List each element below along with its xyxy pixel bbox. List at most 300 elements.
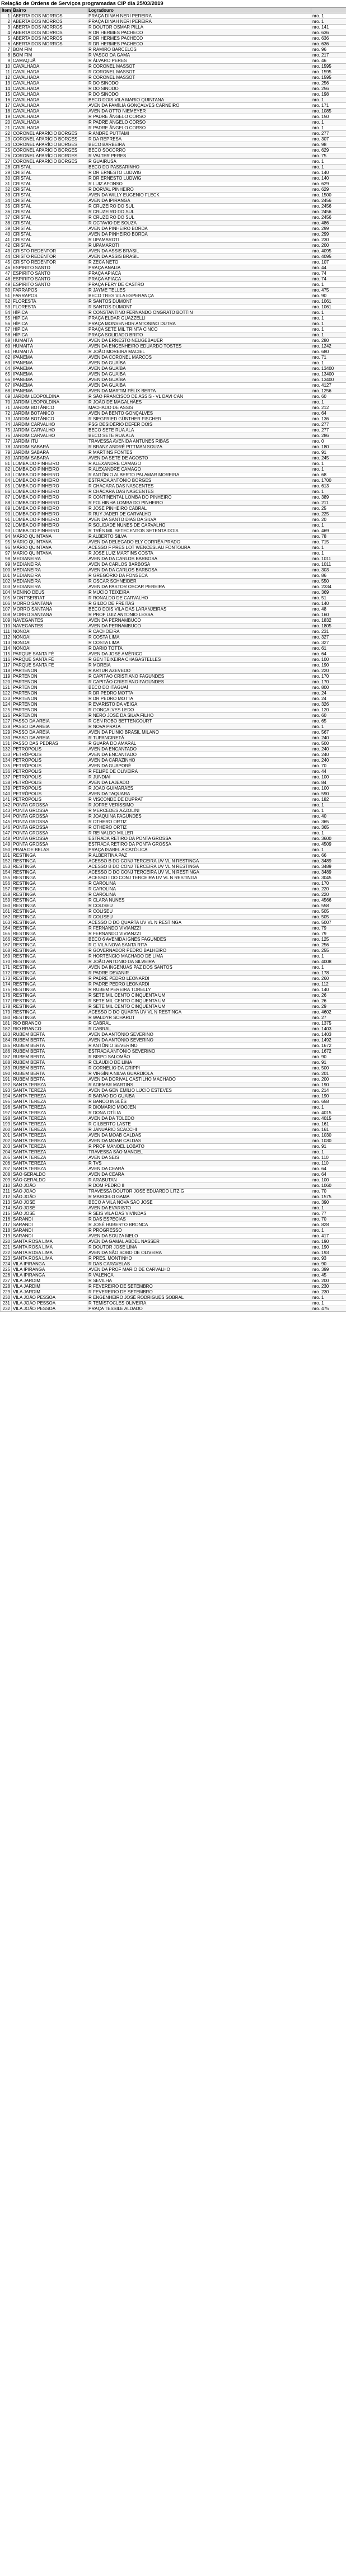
cell-numero: nro. 170 (311, 881, 346, 886)
cell-logradouro: R ÁLVARO PERES (87, 58, 311, 64)
cell-item: 195 (1, 1099, 12, 1105)
table-row (1, 590, 346, 595)
cell-numero: nro. 190 (311, 1239, 346, 1245)
cell-bairro: BOM FIM (12, 47, 87, 53)
cell-numero: nro. 3489 (311, 870, 346, 875)
cell-logradouro: AVENIDA GUAÍBA (87, 366, 311, 372)
cell-numero: nro. 90 (311, 293, 346, 299)
cell-logradouro: R GEN ROBO BETTENCOURT (87, 719, 311, 724)
cell-numero: nro. 1 (311, 282, 346, 288)
cell-item: 126 (1, 713, 12, 719)
cell-item: 151 (1, 853, 12, 858)
table-row (1, 970, 346, 976)
cell-logradouro: AVENIDA ASSIS BRASIL (87, 254, 311, 260)
cell-numero: nro. 1 (311, 316, 346, 321)
cell-logradouro: R PROGRESSO (87, 1228, 311, 1233)
cell-logradouro: R ALEXANDRE CAMAGO (87, 461, 311, 467)
cell-item: 146 (1, 825, 12, 830)
table-row (1, 758, 346, 763)
cell-numero: nro. 136 (311, 416, 346, 422)
cell-item: 175 (1, 987, 12, 993)
table-row (1, 707, 346, 713)
cell-bairro: IPANEMA (12, 366, 87, 372)
table-row (1, 584, 346, 590)
table-row (1, 976, 346, 982)
cell-item: 122 (1, 691, 12, 696)
cell-logradouro: R GILDO DE FREITAS (87, 601, 311, 607)
table-row (1, 517, 346, 523)
cell-logradouro: R JOÃO MOREIRA MACIEL (87, 349, 311, 355)
cell-bairro: RESTINGA (12, 898, 87, 903)
cell-item: 199 (1, 1122, 12, 1127)
cell-numero: nro. 201 (311, 1071, 346, 1077)
cell-item: 60 (1, 344, 12, 349)
cell-bairro: CAVALHADA (12, 81, 87, 86)
cell-logradouro: R OSCAR SCHNEIDER (87, 579, 311, 584)
cell-bairro: JARDIM BOTÂNICO (12, 405, 87, 411)
cell-numero: nro. 230 (311, 237, 346, 243)
cell-numero: nro. 170 (311, 679, 346, 685)
table-row (1, 691, 346, 696)
cell-bairro: CRISTAL (12, 170, 87, 176)
cell-numero: nro. 26 (311, 993, 346, 998)
cell-bairro: RESTINGA (12, 976, 87, 982)
cell-numero: nro. 1 (311, 332, 346, 338)
cell-logradouro: R RUBEM PEREIRA TORELLY (87, 987, 311, 993)
cell-numero: nro. 64 (311, 1172, 346, 1177)
cell-bairro: VILA JARDIM (12, 1278, 87, 1284)
cell-logradouro: R CABRAL (87, 1026, 311, 1032)
cell-item: 83 (1, 472, 12, 478)
cell-bairro: PETRÓPOLIS (12, 780, 87, 786)
cell-bairro: LOMBA DO PINHEIRO (12, 528, 87, 534)
cell-logradouro: AVENIDA ANTÔNIO SEVERINO (87, 1032, 311, 1038)
table-row (1, 836, 346, 842)
cell-item: 50 (1, 288, 12, 293)
cell-bairro: CAMAQUÃ (12, 58, 87, 64)
cell-bairro: MÁRIO QUINTANA (12, 551, 87, 556)
table-row (1, 13, 346, 19)
cell-bairro: PARTENON (12, 691, 87, 696)
cell-bairro: CAVALHADA (12, 64, 87, 69)
cell-numero: nro. 68 (311, 472, 346, 478)
cell-numero: nro. 140 (311, 176, 346, 181)
cell-logradouro: ESTRADA ANTÔNIO BORGES (87, 478, 311, 484)
cell-numero: nro. 1 (311, 125, 346, 131)
cell-logradouro: AVENIDA ENCANTADO (87, 747, 311, 752)
table-row (1, 747, 346, 752)
cell-logradouro: R VIRGÍNIA NILVA GUARDIOLA (87, 1071, 311, 1077)
table-row (1, 892, 346, 898)
cell-item: 154 (1, 870, 12, 875)
cell-bairro: PONTA GROSSA (12, 836, 87, 842)
table-row (1, 864, 346, 870)
cell-bairro: PRAIA DE BELAS (12, 847, 87, 853)
cell-numero: nro. 475 (311, 1306, 346, 1312)
cell-bairro: CRISTAL (12, 220, 87, 226)
cell-logradouro: R ENGENHEIRO JOSÉ RODRIGUES SOBRAL (87, 1295, 311, 1301)
table-row (1, 1077, 346, 1082)
cell-logradouro: ESTRADA RETIRO DA PONTA GROSSA (87, 842, 311, 847)
cell-bairro: MEDIANEIRA (12, 562, 87, 567)
table-row (1, 567, 346, 573)
cell-item: 75 (1, 428, 12, 433)
cell-numero: nro. 78 (311, 534, 346, 539)
cell-logradouro: R CORNÉLIO DA GRIPPI (87, 1066, 311, 1071)
cell-numero: nro. 1 (311, 1149, 346, 1155)
cell-numero: nro. 1 (311, 165, 346, 170)
cell-item: 120 (1, 679, 12, 685)
cell-numero: nro. 26 (311, 998, 346, 1004)
cell-item: 29 (1, 170, 12, 176)
table-row (1, 1004, 346, 1010)
cell-item: 82 (1, 467, 12, 472)
cell-bairro: NONOAI (12, 629, 87, 635)
table-row (1, 1116, 346, 1122)
cell-numero: nro. 1 (311, 467, 346, 472)
cell-numero: nro. 230 (311, 1284, 346, 1289)
cell-bairro: RUBEM BERTA (12, 1049, 87, 1054)
cell-item: 85 (1, 484, 12, 489)
cell-item: 167 (1, 942, 12, 948)
cell-item: 25 (1, 148, 12, 153)
cell-bairro: NONOAI (12, 640, 87, 646)
table-row (1, 64, 346, 69)
cell-bairro: MEDIANEIRA (12, 567, 87, 573)
table-row (1, 1189, 346, 1194)
cell-logradouro: R FOLHINHA LOMBA DO PINHEIRO (87, 500, 311, 506)
cell-bairro: RESTINGA (12, 937, 87, 942)
cell-logradouro: R CONTINENTAL LOMBA DO PINHEIRO (87, 495, 311, 500)
cell-item: 111 (1, 629, 12, 635)
cell-logradouro: R FERNANDO VIVIANZZI (87, 931, 311, 937)
cell-item: 141 (1, 797, 12, 803)
cell-item: 103 (1, 584, 12, 590)
cell-bairro: RUBEM BERTA (12, 1043, 87, 1049)
table-row (1, 909, 346, 914)
cell-item: 49 (1, 282, 12, 288)
cell-bairro: PARTENON (12, 674, 87, 679)
cell-item: 201 (1, 1133, 12, 1138)
cell-item: 129 (1, 730, 12, 735)
cell-item: 35 (1, 204, 12, 209)
cell-numero: nro. 161 (311, 1127, 346, 1133)
cell-logradouro: R SETE MIL CENTO CINQUENTA UM (87, 998, 311, 1004)
cell-numero: nro. 96 (311, 47, 346, 53)
cell-item: 69 (1, 394, 12, 400)
cell-bairro: RESTINGA (12, 858, 87, 864)
cell-bairro: ABERTA DOS MORROS (12, 13, 87, 19)
cell-logradouro: R BRANZ ANDRÉ PITTMAN SOUZA (87, 444, 311, 450)
cell-numero: nro. 46 (311, 58, 346, 64)
cell-logradouro: R TVS (87, 1161, 311, 1166)
cell-bairro: MEDIANEIRA (12, 556, 87, 562)
cell-logradouro: PRAÇA SOLIDADO BRITO (87, 332, 311, 338)
cell-bairro: ABERTA DOS MORROS (12, 25, 87, 30)
column-header-logradouro: Logradouro (87, 8, 311, 13)
cell-logradouro: R JOFRE VERÍSSIMO (87, 803, 311, 808)
cell-item: 23 (1, 137, 12, 142)
cell-numero: nro. 1 (311, 545, 346, 551)
cell-logradouro: R PROF MANOEL LOBATO (87, 1144, 311, 1149)
cell-bairro: ABERTA DOS MORROS (12, 19, 87, 25)
table-row (1, 556, 346, 562)
cell-numero: nro. 86 (311, 573, 346, 579)
table-row (1, 327, 346, 332)
table-row (1, 338, 346, 344)
cell-bairro: CORONEL APARÍCIO BORGES (12, 148, 87, 153)
cell-numero: nro. 190 (311, 1245, 346, 1250)
cell-item: 100 (1, 567, 12, 573)
cell-item: 174 (1, 982, 12, 987)
cell-numero: nro. 567 (311, 730, 346, 735)
table-row (1, 769, 346, 775)
cell-logradouro: AVENIDA PERNAMBUCO (87, 623, 311, 629)
cell-item: 230 (1, 1295, 12, 1301)
cell-item: 142 (1, 803, 12, 808)
table-row (1, 86, 346, 92)
cell-item: 79 (1, 450, 12, 456)
cell-item: 33 (1, 193, 12, 198)
cell-item: 192 (1, 1082, 12, 1088)
cell-numero: nro. 256 (311, 942, 346, 948)
cell-logradouro: R GILBERTO LASTE (87, 1122, 311, 1127)
cell-numero: nro. 60 (311, 394, 346, 400)
cell-numero: nro. 1256 (311, 388, 346, 394)
cell-logradouro: R TEMÍSTOCLES OLIVEIRA (87, 1301, 311, 1306)
cell-numero: nro. 1 (311, 965, 346, 970)
table-row (1, 209, 346, 215)
cell-logradouro: R COLISEU (87, 903, 311, 909)
cell-numero: nro. 4015 (311, 1116, 346, 1122)
cell-numero: nro. 100 (311, 1177, 346, 1183)
cell-numero: nro. 0 (311, 439, 346, 444)
cell-bairro: CAVALHADA (12, 120, 87, 125)
cell-numero: nro. 24 (311, 696, 346, 702)
table-row (1, 601, 346, 607)
table-row (1, 595, 346, 601)
cell-bairro: SARANDI (12, 1233, 87, 1239)
cell-bairro: CRISTAL (12, 198, 87, 204)
table-row (1, 579, 346, 584)
cell-numero: nro. 1061 (311, 304, 346, 310)
table-row (1, 741, 346, 747)
cell-numero: nro. 1030 (311, 1133, 346, 1138)
cell-bairro: RESTINGA (12, 926, 87, 931)
cell-bairro: HUMAITÁ (12, 344, 87, 349)
cell-bairro: RUBEM BERTA (12, 1054, 87, 1060)
cell-bairro: SANTA TEREZA (12, 1116, 87, 1122)
cell-numero: nro. 327 (311, 635, 346, 640)
cell-numero: nro. 4566 (311, 898, 346, 903)
cell-bairro: FARRAPOS (12, 293, 87, 299)
cell-logradouro: R GOVERNADOR PEDRO BALHEIRO (87, 948, 311, 954)
cell-numero: nro. 1595 (311, 75, 346, 81)
cell-bairro: PETRÓPOLIS (12, 797, 87, 803)
table-row (1, 204, 346, 209)
cell-item: 91 (1, 517, 12, 523)
cell-logradouro: AVENIDA INGÊNUAS PAZ DOS SANTOS (87, 965, 311, 970)
cell-item: 176 (1, 993, 12, 998)
cell-bairro: PONTA GROSSA (12, 803, 87, 808)
cell-numero: nro. 1011 (311, 556, 346, 562)
cell-numero: nro. 286 (311, 433, 346, 439)
cell-item: 56 (1, 321, 12, 327)
table-row (1, 422, 346, 428)
cell-numero: nro. 140 (311, 987, 346, 993)
cell-bairro: LOMBA DO PINHEIRO (12, 506, 87, 512)
cell-bairro: CRISTO REDENTOR (12, 254, 87, 260)
cell-logradouro: R PADRE ÂNGELO CORSO (87, 120, 311, 125)
cell-item: 21 (1, 125, 12, 131)
table-row (1, 1256, 346, 1261)
cell-item: 208 (1, 1172, 12, 1177)
cell-logradouro: AVENIDA CEARÁ (87, 1166, 311, 1172)
cell-logradouro: R G VILA NOVA SANTA RITA (87, 942, 311, 948)
cell-bairro: CRISTAL (12, 243, 87, 248)
cell-item: 97 (1, 551, 12, 556)
cell-bairro: RESTINGA (12, 987, 87, 993)
cell-logradouro: AVENIDA DA CARLOS BARBOSA (87, 556, 311, 562)
cell-logradouro: R ANDRE PUTTAMI (87, 131, 311, 137)
table-row (1, 125, 346, 131)
cell-bairro: PETRÓPOLIS (12, 786, 87, 791)
table-row (1, 881, 346, 886)
cell-bairro: JARDIM CARVALHO (12, 433, 87, 439)
table-row (1, 1127, 346, 1133)
cell-numero: nro. 217 (311, 53, 346, 58)
cell-item: 106 (1, 601, 12, 607)
cell-logradouro: PRAÇA ELDAR GUAZZELLI (87, 316, 311, 321)
table-row (1, 1133, 346, 1138)
cell-item: 112 (1, 635, 12, 640)
cell-item: 180 (1, 1015, 12, 1021)
cell-item: 77 (1, 439, 12, 444)
table-row (1, 1284, 346, 1289)
cell-numero: nro. 198 (311, 92, 346, 97)
cell-numero: nro. 1 (311, 1105, 346, 1110)
cell-bairro: CRISTAL (12, 187, 87, 193)
cell-numero: nro. 110 (311, 1161, 346, 1166)
table-row (1, 651, 346, 657)
cell-numero: nro. 245 (311, 456, 346, 461)
cell-item: 84 (1, 478, 12, 484)
cell-numero: nro. 4127 (311, 383, 346, 388)
cell-logradouro: R CRUZEIRO DO SUL (87, 215, 311, 220)
cell-bairro: HÍPICA (12, 316, 87, 321)
cell-logradouro: R JUNDIAÍ (87, 775, 311, 780)
cell-bairro: CRISTAL (12, 209, 87, 215)
cell-logradouro: R CAROLINA (87, 892, 311, 898)
cell-bairro: CORONEL APARÍCIO BORGES (12, 131, 87, 137)
cell-item: 228 (1, 1284, 12, 1289)
cell-numero: nro. 182 (311, 797, 346, 803)
cell-item: 125 (1, 707, 12, 713)
cell-numero: nro. 1832 (311, 618, 346, 623)
cell-logradouro: R COSTA LIMA (87, 640, 311, 646)
cell-item: 86 (1, 489, 12, 495)
cell-logradouro: AVENIDA ERNESTO NEUGEBAUER (87, 338, 311, 344)
cell-numero: nro. 44 (311, 769, 346, 775)
table-row (1, 226, 346, 232)
table-row (1, 1105, 346, 1110)
cell-logradouro: R ARTUR AZEVEDO (87, 668, 311, 674)
cell-bairro: SARANDI (12, 1222, 87, 1228)
cell-numero: nro. 13400 (311, 372, 346, 377)
table-row (1, 1082, 346, 1088)
table-row (1, 1049, 346, 1054)
cell-bairro: CAVALHADA (12, 109, 87, 114)
cell-item: 155 (1, 875, 12, 881)
cell-logradouro: BECO DO ITAGUAÍ (87, 685, 311, 691)
cell-numero: nro. 629 (311, 187, 346, 193)
table-row (1, 528, 346, 534)
cell-logradouro: R SANTOS DUMONT (87, 304, 311, 310)
cell-item: 147 (1, 830, 12, 836)
cell-numero: nro. 225 (311, 512, 346, 517)
cell-item: 89 (1, 506, 12, 512)
cell-logradouro: AVENIDA PROF MARIO DE CARVALHO (87, 1267, 311, 1273)
cell-bairro: SANTA TEREZA (12, 1082, 87, 1088)
cell-item: 27 (1, 159, 12, 165)
column-header-item: Item (1, 8, 12, 13)
table-row (1, 998, 346, 1004)
cell-logradouro: R DR HERMES PACHECO (87, 41, 311, 47)
cell-bairro: SÃO JOSÉ (12, 1200, 87, 1205)
table-row (1, 41, 346, 47)
cell-bairro: PARTENON (12, 679, 87, 685)
cell-numero: nro. 307 (311, 137, 346, 142)
cell-bairro: LOMBA DO PINHEIRO (12, 484, 87, 489)
cell-numero: nro. 200 (311, 1077, 346, 1082)
cell-bairro: CRISTO REDENTOR (12, 248, 87, 254)
cell-item: 164 (1, 926, 12, 931)
cell-bairro: CRISTAL (12, 204, 87, 209)
cell-bairro: JARDIM SABARÁ (12, 450, 87, 456)
cell-item: 128 (1, 724, 12, 730)
cell-logradouro: R DR PEDRO MOTTA (87, 691, 311, 696)
table-row (1, 539, 346, 545)
cell-bairro: SANTA TEREZA (12, 1105, 87, 1110)
cell-numero: nro. 70 (311, 1189, 346, 1194)
cell-bairro: RESTINGA (12, 1004, 87, 1010)
cell-item: 9 (1, 58, 12, 64)
cell-logradouro: R DR ERNESTO LUDWIG (87, 170, 311, 176)
cell-bairro: LOMBA DO PINHEIRO (12, 489, 87, 495)
cell-item: 116 (1, 657, 12, 663)
cell-logradouro: R VALTER PERES (87, 153, 311, 159)
cell-numero: nro. 469 (311, 528, 346, 534)
cell-logradouro: AVENIDA MARTIM FÉLIX BERTA (87, 388, 311, 394)
cell-numero: nro. 200 (311, 1278, 346, 1284)
cell-bairro: CRISTAL (12, 226, 87, 232)
cell-numero: nro. 326 (311, 702, 346, 707)
cell-numero: nro. 71 (311, 355, 346, 360)
cell-item: 123 (1, 696, 12, 702)
cell-logradouro: AVENIDA GEN EMÍLIO LÚCIO ESTEVES (87, 1088, 311, 1094)
cell-bairro: MEDIANEIRA (12, 584, 87, 590)
cell-item: 171 (1, 965, 12, 970)
cell-bairro: LOMBA DO PINHEIRO (12, 478, 87, 484)
cell-logradouro: R PROF LUIZ ANTONIO LESSA (87, 612, 311, 618)
table-row (1, 109, 346, 114)
cell-numero: nro. 1492 (311, 1038, 346, 1043)
table-row (1, 982, 346, 987)
cell-bairro: ABERTA DOS MORROS (12, 41, 87, 47)
cell-logradouro: R CONSTANTINO FERNANDO ONGRATO BOTTIN (87, 310, 311, 316)
cell-item: 200 (1, 1127, 12, 1133)
cell-numero: nro. 277 (311, 428, 346, 433)
